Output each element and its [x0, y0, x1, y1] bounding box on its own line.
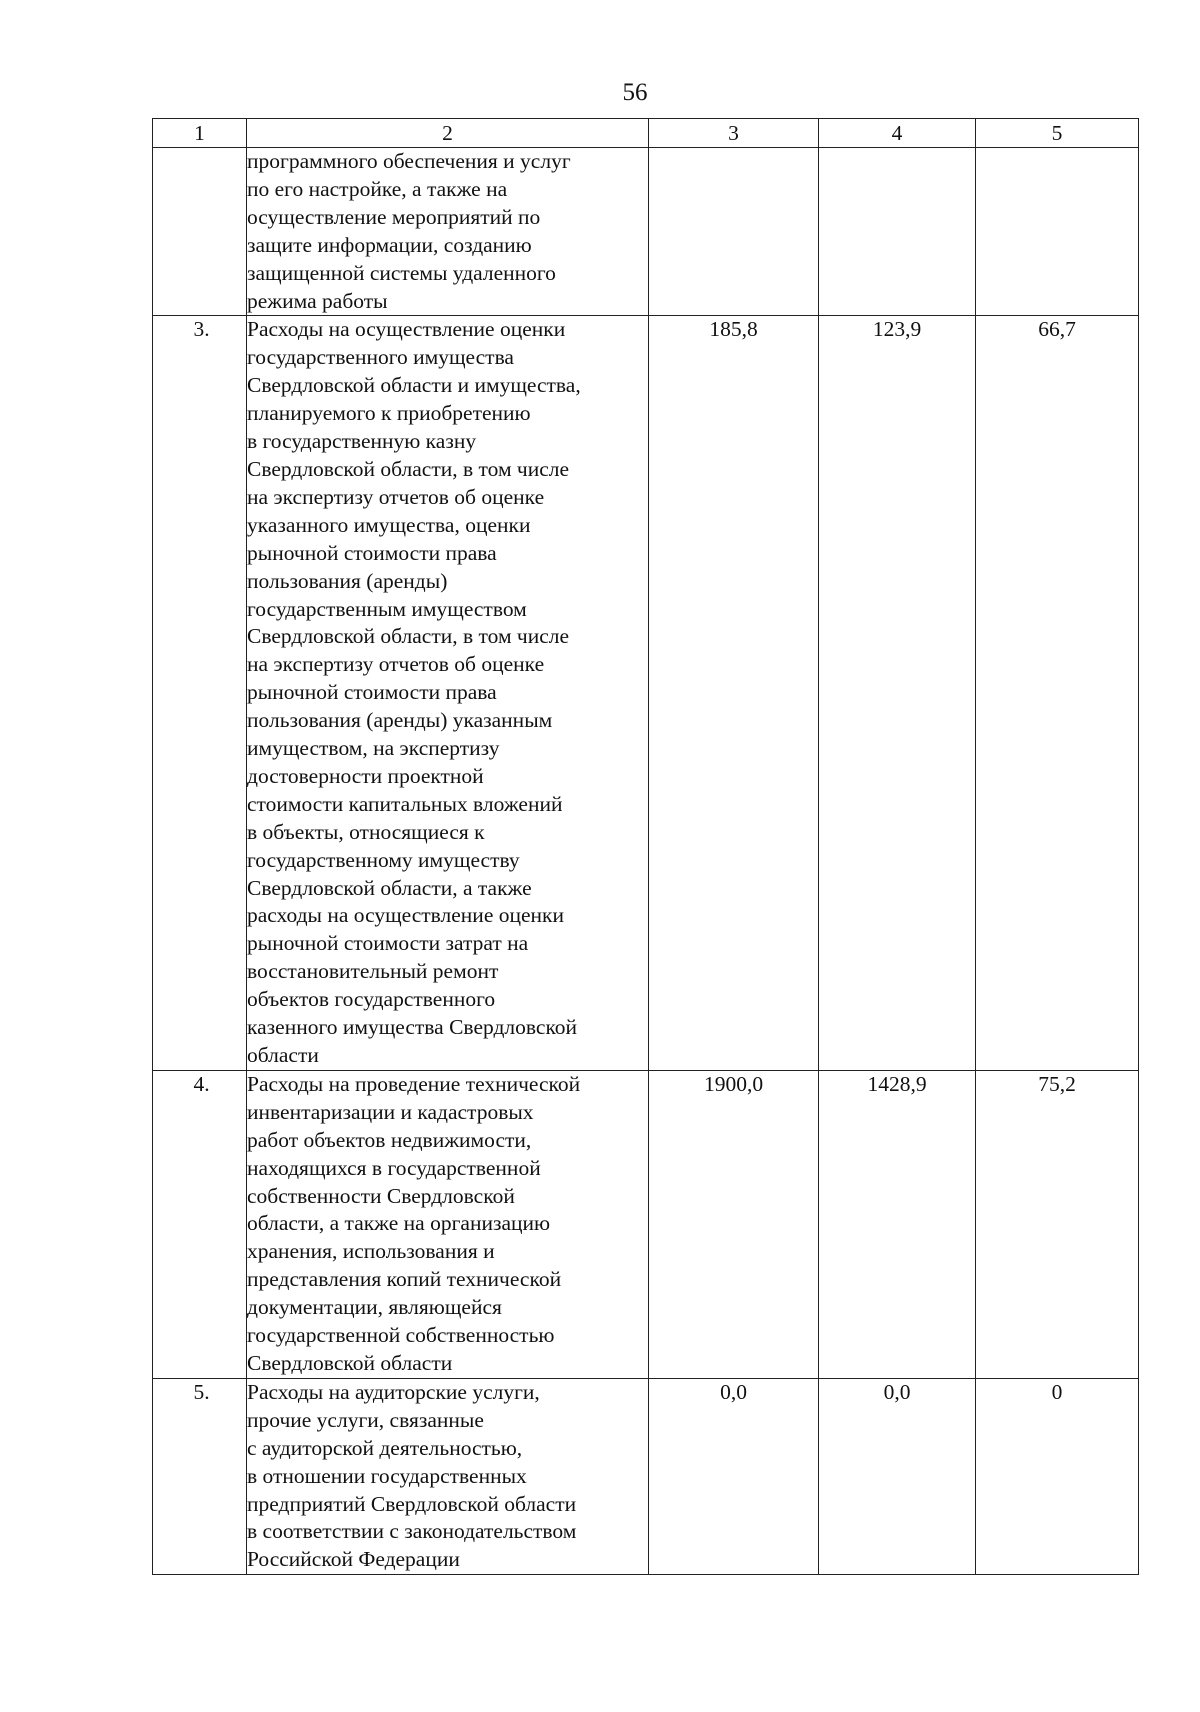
description-line: достоверности проектной: [247, 763, 484, 788]
row-value-col3: 185,8: [649, 316, 819, 1070]
row-number-cell: [153, 1378, 247, 1574]
description-line: Свердловской области и имущества,: [247, 373, 581, 398]
description-line: Расходы на осуществление оценки: [247, 317, 566, 342]
description-line: Свердловской области, а также: [247, 875, 532, 900]
description-line: хранения, использования и: [247, 1239, 495, 1264]
column-header-2: 2: [247, 119, 649, 148]
row-value-col3: 1900,0: [649, 1070, 819, 1378]
description-line: в государственную казну: [247, 429, 477, 454]
table-row: [153, 1070, 1139, 1378]
description-line: восстановительный ремонт: [247, 959, 499, 984]
table-body: [153, 119, 1139, 1575]
page-number: 56: [622, 79, 648, 106]
description-line: находящихся в государственной: [247, 1155, 541, 1180]
description-line: представления копий технической: [247, 1267, 562, 1292]
description-line: государственным имуществом: [247, 596, 527, 621]
table-row: [153, 316, 1139, 1070]
description-line: инвентаризации и кадастровых: [247, 1099, 534, 1124]
table-header-row: [153, 119, 1139, 148]
row-value-col4: [819, 148, 976, 316]
row-value-col3: 0,0: [649, 1378, 819, 1574]
description-line: документации, являющейся: [247, 1295, 502, 1320]
description-line: прочие услуги, связанные: [247, 1407, 484, 1432]
description-line: защите информации, созданию: [247, 232, 532, 257]
description-line: пользования (аренды) указанным: [247, 708, 553, 733]
column-header-4: 4: [819, 119, 976, 148]
row-number-cell: [153, 148, 247, 316]
description-line: по его настройке, а также на: [247, 176, 508, 201]
description-line: Свердловской области, в том числе: [247, 456, 570, 481]
column-header-1: 1: [153, 119, 247, 148]
table-row: [153, 1378, 1139, 1574]
row-description: [247, 1378, 649, 1574]
description-line: пользования (аренды): [247, 568, 448, 593]
description-line: Расходы на аудиторские услуги,: [247, 1379, 540, 1404]
row-value-col5: 0: [976, 1378, 1139, 1574]
row-value-col4: 123,9: [819, 316, 976, 1070]
row-value-col5: 75,2: [976, 1070, 1139, 1378]
row-description: [247, 316, 649, 1070]
column-header-3: 3: [649, 119, 819, 148]
description-line: предприятий Свердловской области: [247, 1491, 577, 1516]
description-line: на экспертизу отчетов об оценке: [247, 484, 545, 509]
row-value-col4: 1428,9: [819, 1070, 976, 1378]
row-value-col5: 66,7: [976, 316, 1139, 1070]
description-line: указанного имущества, оценки: [247, 512, 531, 537]
description-line: Расходы на проведение технической: [247, 1071, 581, 1096]
row-number-cell: [153, 1070, 247, 1378]
row-number-cell: [153, 316, 247, 1070]
description-line: имуществом, на экспертизу: [247, 736, 500, 761]
row-number: 3.: [193, 317, 210, 342]
description-line: с аудиторской деятельностью,: [247, 1435, 523, 1460]
description-line: государственного имущества: [247, 345, 514, 370]
table-row: [153, 148, 1139, 316]
description-line: Российской Федерации: [247, 1547, 460, 1572]
description-line: режима работы: [247, 288, 388, 313]
description-line: государственной собственностью: [247, 1323, 555, 1348]
description-line: программного обеспечения и услуг: [247, 149, 571, 173]
row-description: [247, 1070, 649, 1378]
row-value-col5: [976, 148, 1139, 316]
description-line: Свердловской области: [247, 1350, 453, 1375]
description-line: Свердловской области, в том числе: [247, 624, 570, 649]
description-line: рыночной стоимости затрат на: [247, 931, 529, 956]
description-line: в соответствии с законодательством: [247, 1519, 577, 1544]
row-number: 5.: [193, 1379, 210, 1404]
description-line: собственности Свердловской: [247, 1183, 515, 1208]
description-line: осуществление мероприятий по: [247, 204, 541, 229]
column-header-5: 5: [976, 119, 1139, 148]
description-line: защищенной системы удаленного: [247, 260, 556, 285]
row-number: 4.: [193, 1071, 210, 1096]
description-line: объектов государственного: [247, 987, 496, 1012]
description-line: стоимости капитальных вложений: [247, 791, 563, 816]
description-line: в отношении государственных: [247, 1463, 527, 1488]
row-value-col3: [649, 148, 819, 316]
expenses-table: [152, 118, 1139, 1575]
description-line: планируемого к приобретению: [247, 401, 531, 426]
description-line: работ объектов недвижимости,: [247, 1127, 532, 1152]
description-line: государственному имуществу: [247, 847, 520, 872]
description-line: области, а также на организацию: [247, 1211, 551, 1236]
description-line: казенного имущества Свердловской: [247, 1015, 578, 1040]
row-value-col4: 0,0: [819, 1378, 976, 1574]
description-line: области: [247, 1043, 319, 1067]
description-line: в объекты, относящиеся к: [247, 819, 485, 844]
description-line: рыночной стоимости права: [247, 540, 497, 565]
description-line: на экспертизу отчетов об оценке: [247, 652, 545, 677]
description-line: рыночной стоимости права: [247, 680, 497, 705]
row-description: [247, 148, 649, 316]
description-line: расходы на осуществление оценки: [247, 903, 564, 928]
